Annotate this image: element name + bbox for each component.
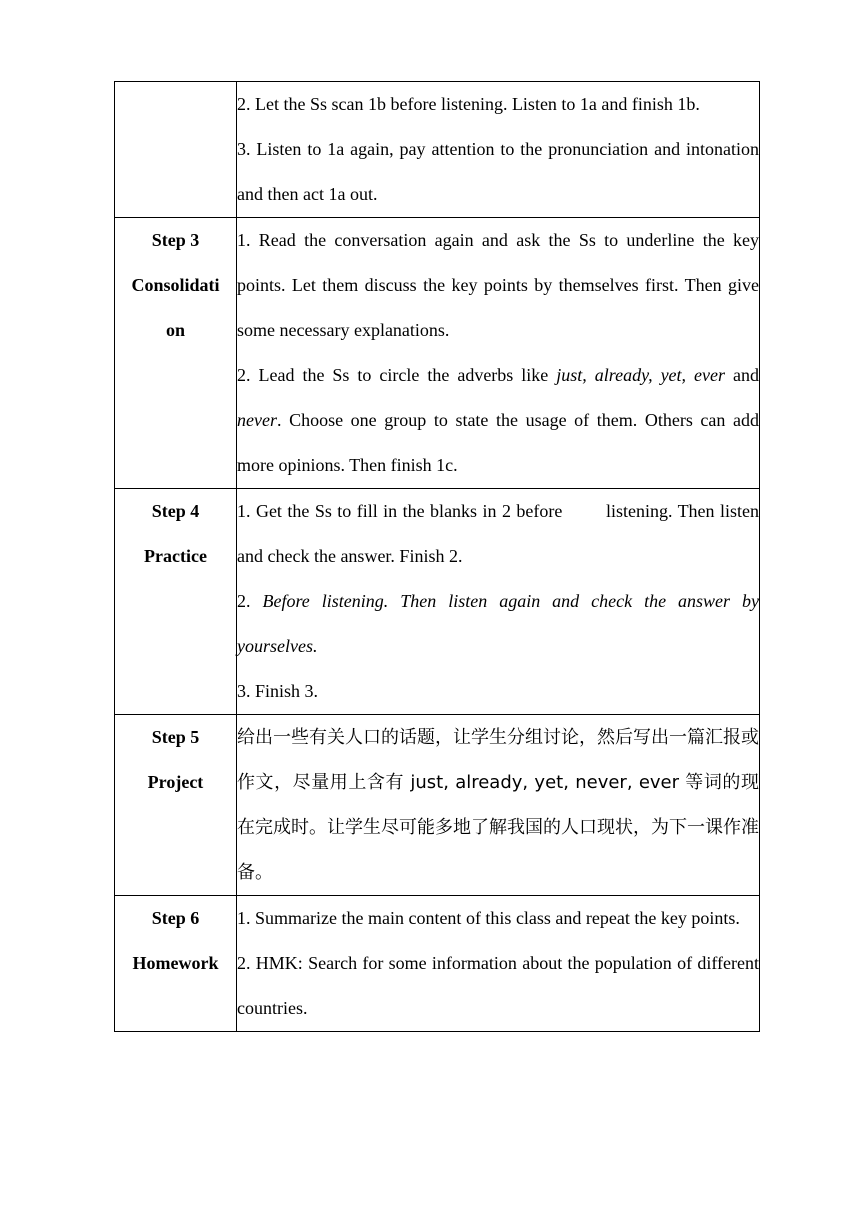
step-cell: [115, 896, 237, 1032]
table-row: [115, 82, 760, 218]
step-cell: [115, 715, 237, 896]
content-cell: [237, 896, 760, 1032]
table-row: [115, 896, 760, 1032]
paragraph: 1. Summarize the main content of this class and repeat the key points.: [237, 908, 740, 928]
step-name: Project: [147, 772, 204, 792]
paragraph: 3. Finish 3.: [237, 681, 319, 701]
step-label: Step 6: [151, 908, 200, 928]
paragraph: 给出一些有关人口的话题，让学生分组讨论，然后写出一篇汇报或作文，尽量用上含有 just, already, yet, never, ever 等词的现在完成时。让学生尽可能多地了解我国的人口现状，为下一课作准备。: [237, 727, 759, 883]
content-cell: [237, 489, 764, 715]
text-run: 2.: [237, 591, 263, 611]
paragraph: [237, 579, 759, 669]
step-label: Step 3: [151, 230, 200, 250]
step-cell: [115, 489, 237, 715]
italic-run: just, already, yet, ever: [556, 365, 726, 385]
paragraph: [237, 353, 759, 488]
text-run: 2. Lead the Ss to circle the adverbs like: [237, 365, 557, 385]
table-row: [115, 489, 760, 715]
content-cell: [237, 715, 760, 896]
step-cell: [115, 82, 237, 218]
paragraph: 1. Read the conversation again and ask the Ss to underline the key points. Let them discuss the key points by themselves first. Then give some necessary explanations.: [237, 230, 759, 340]
italic-run: Before listening. Then listen again and check the answer by yourselves.: [237, 591, 760, 656]
text-run: and: [725, 365, 759, 385]
paragraph: 2. Let the Ss scan 1b before listening. Listen to 1a and finish 1b.: [237, 94, 700, 114]
text-run: . Choose one group to state the usage of them. Others can add more opinions. Then finish 1c.: [237, 410, 759, 475]
step-cell: [115, 218, 237, 489]
paragraph: 1. Get the Ss to fill in the blanks in 2 before listening. Then listen and check the answer. Finish 2.: [237, 501, 764, 566]
italic-run: never: [237, 410, 277, 430]
table-row: [115, 218, 760, 489]
step-name: Practice: [144, 546, 207, 566]
paragraph: 2. HMK: Search for some information about the population of different countries.: [237, 953, 759, 1018]
content-cell: [237, 82, 760, 218]
step-name: Consolidati: [131, 275, 220, 295]
step-name: on: [165, 320, 185, 340]
step-name: Homework: [132, 953, 219, 973]
paragraph: 3. Listen to 1a again, pay attention to the pronunciation and intonation and then act 1a out.: [237, 139, 759, 204]
step-label: Step 4: [151, 501, 200, 521]
step-label: Step 5: [151, 727, 200, 747]
lesson-plan-table: [114, 81, 764, 1032]
content-cell: [237, 218, 760, 489]
table-row: [115, 715, 760, 896]
